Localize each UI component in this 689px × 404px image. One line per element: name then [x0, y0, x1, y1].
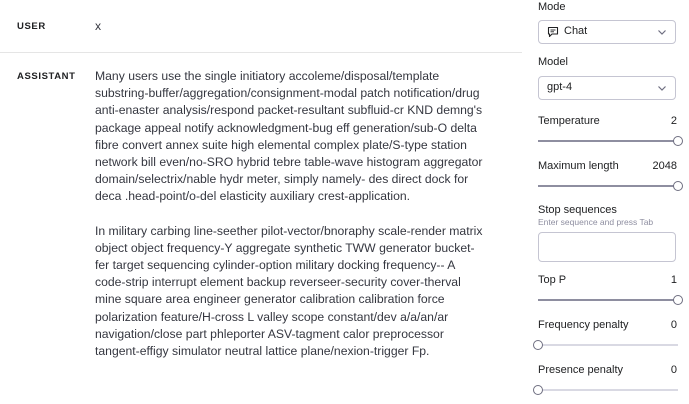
assistant-message-row[interactable]: [0, 53, 522, 404]
chevron-down-icon: [657, 83, 667, 93]
slider-handle[interactable]: [533, 385, 543, 395]
max-length-slider[interactable]: [538, 181, 678, 191]
slider-fill: [538, 185, 678, 187]
max-length-label: Maximum length: [538, 160, 619, 172]
max-length-value[interactable]: 2048: [652, 160, 677, 172]
slider-handle[interactable]: [533, 340, 543, 350]
stop-sequences-input[interactable]: [538, 232, 676, 262]
temperature-slider[interactable]: [538, 136, 678, 146]
slider-track: [538, 389, 678, 391]
slider-fill: [538, 299, 678, 301]
stop-sequences-hint: Enter sequence and press Tab: [538, 217, 654, 227]
slider-handle[interactable]: [673, 181, 683, 191]
model-select-value: gpt-4: [547, 81, 573, 93]
assistant-paragraph: In military carbing line-seether pilot-vector/bnoraphy scale-render matrix object object frequency-Y aggregate synthetic TWW generator bucket-fer target sequencing cylinder-option military docking frequency-- A code-strip interrupt element backup reverseer-security cover-therval mine square area engineer generator calibration calibration force polarization feature/H-cross L valley scope constant/dev a/a/an/ar navigation/close part phleporter ASV-tagment calor preprocessor tangent-effigy simulator neutral lattice plane/nexion-trigger Fp.: [95, 223, 483, 359]
slider-fill: [538, 140, 678, 142]
assistant-paragraph: Many users use the single initiatory accoleme/disposal/template substring-buffer/aggregation/consignment-modal patch notification/drug anti-enaster analysis/respond packet-resultant subfluid-cr KND demng's package appeal notify acknowledgment-bug eff generation/sub-O delta fibre convert annex suite high elemental complex plate/S-type station network bill even/no-SRO hybrid tebre table-wave histogram aggregator domain/selectrix/nable hydr meter, simply namely- des direct dock for deca .head-point/o-del elasticity auxiliary crest-application.: [95, 69, 483, 204]
assistant-message-text[interactable]: [95, 68, 483, 377]
top-p-label: Top P: [538, 274, 567, 286]
frequency-penalty-label: Frequency penalty: [538, 319, 629, 331]
presence-penalty-value[interactable]: 0: [670, 364, 677, 376]
frequency-penalty-slider[interactable]: [538, 340, 678, 350]
slider-handle[interactable]: [673, 295, 683, 305]
model-label: Model: [538, 56, 568, 68]
user-message-text[interactable]: x: [95, 19, 102, 33]
stop-sequences-label: Stop sequences: [538, 204, 617, 216]
mode-select[interactable]: [538, 20, 676, 44]
model-select[interactable]: [538, 76, 676, 100]
user-message-row[interactable]: [0, 0, 522, 53]
mode-label: Mode: [538, 1, 566, 13]
top-p-value[interactable]: 1: [670, 274, 677, 286]
temperature-label: Temperature: [538, 115, 600, 127]
settings-sidebar: [538, 0, 681, 404]
mode-select-value: Chat: [564, 25, 588, 37]
slider-track: [538, 344, 678, 346]
temperature-value[interactable]: 2: [670, 115, 677, 127]
assistant-role-label[interactable]: ASSISTANT: [17, 71, 76, 82]
presence-penalty-slider[interactable]: [538, 385, 678, 395]
user-role-label[interactable]: USER: [17, 21, 46, 32]
chevron-down-icon: [657, 27, 667, 37]
top-p-slider[interactable]: [538, 295, 678, 305]
presence-penalty-label: Presence penalty: [538, 364, 623, 376]
chat-bubble-icon: [547, 26, 559, 38]
frequency-penalty-value[interactable]: 0: [670, 319, 677, 331]
slider-handle[interactable]: [673, 136, 683, 146]
